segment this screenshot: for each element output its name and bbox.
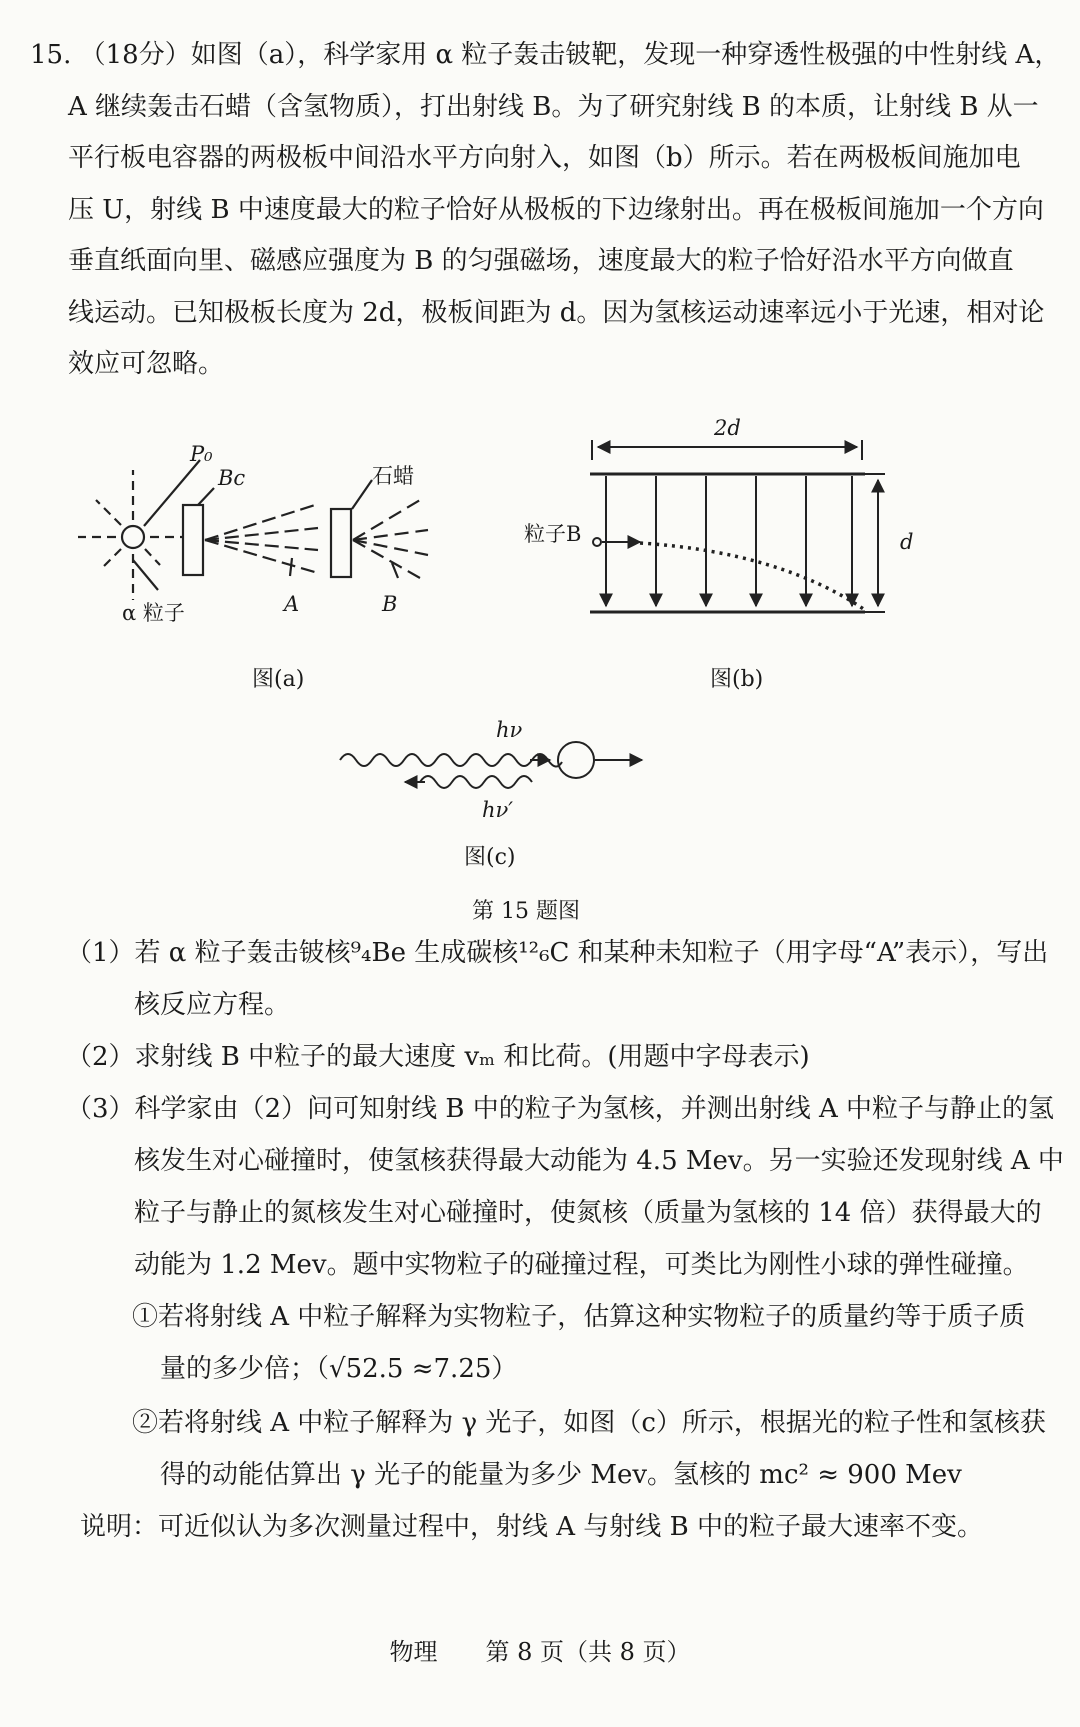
intro-line: 15. （18分）如图（a），科学家用 α 粒子轰击铍靶，发现一种穿透性极强的中性射线 A， — [30, 40, 1061, 70]
q3-sub2-line: ②若将射线 A 中粒子解释为 γ 光子，如图（c）所示，根据光的粒子性和氢核获 — [132, 1408, 1046, 1438]
label-alpha-particle: α 粒子 — [122, 601, 185, 625]
label-bc: Bc — [218, 466, 246, 490]
label-ray-b: B — [382, 592, 398, 616]
label-hv-prime: hν′ — [482, 798, 514, 822]
caption-figure-a: 图(a) — [252, 667, 305, 692]
q3-sub1-line: 量的多少倍；（√52.5 ≈7.25） — [160, 1354, 518, 1384]
label-d: d — [900, 530, 914, 554]
intro-line: 垂直纸面向里、磁感应强度为 B 的匀强磁场，速度最大的粒子恰好沿水平方向做直 — [68, 246, 1014, 276]
incoming-photon-wave — [340, 754, 562, 767]
label-ray-a: A — [284, 592, 300, 616]
intro-line: A 继续轰击石蜡（含氢物质），打出射线 B。为了研究射线 B 的本质，让射线 B 从一 — [68, 91, 1039, 122]
label-2d: 2d — [714, 416, 741, 440]
hydrogen-nucleus-icon — [558, 742, 594, 778]
label-hv: hν — [496, 718, 523, 742]
page-footer: 物理 第 8 页（共 8 页） — [389, 1638, 691, 1666]
label-particle-b: 粒子B — [524, 522, 582, 546]
q3-line: 核发生对心碰撞时，使氢核获得最大动能为 4.5 Mev。另一实验还发现射线 A 中 — [134, 1146, 1064, 1176]
intro-line: 效应可忽略。 — [68, 349, 225, 379]
q1-line: （1）若 α 粒子轰击铍核⁹₄Be 生成碳核¹²₆C 和某种未知粒子（用字母“A”表示），写出 — [66, 938, 1049, 968]
q2-line: （2）求射线 B 中粒子的最大速度 vₘ 和比荷。(用题中字母表示) — [66, 1042, 810, 1072]
intro-line: 平行板电容器的两极板中间沿水平方向射入，如图（b）所示。若在两极板间施加电 — [68, 143, 1021, 173]
intro-line: 线运动。已知极板长度为 2d，极板间距为 d。因为氢核运动速率远小于光速，相对论 — [68, 297, 1045, 328]
q3-line: 粒子与静止的氮核发生对心碰撞时，使氮核（质量为氢核的 14 倍）获得最大的 — [134, 1198, 1042, 1228]
scattered-photon-wave — [420, 776, 532, 788]
intro-line: 压 U，射线 B 中速度最大的粒子恰好从极板的下边缘射出。再在极板间施加一个方向 — [68, 194, 1044, 225]
caption-figure-c: 图(c) — [464, 845, 516, 870]
label-paraffin: 石蜡 — [372, 464, 414, 488]
caption-figure-b: 图(b) — [710, 667, 764, 692]
q3-sub1-line: ①若将射线 A 中粒子解释为实物粒子，估算这种实物粒子的质量约等于质子质 — [132, 1302, 1026, 1332]
q3-line: 动能为 1.2 Mev。题中实物粒子的碰撞过程，可类比为刚性小球的弹性碰撞。 — [134, 1250, 1029, 1280]
label-p0: P₀ — [190, 442, 213, 466]
q3-line: （3）科学家由（2）问可知射线 B 中的粒子为氢核，并测出射线 A 中粒子与静止的氢 — [66, 1094, 1055, 1124]
q3-sub2-line: 得的动能估算出 γ 光子的能量为多少 Mev。氢核的 mc² ≈ 900 Mev — [160, 1460, 962, 1490]
figure-title: 第 15 题图 — [472, 899, 580, 924]
note: 说明：可近似认为多次测量过程中，射线 A 与射线 B 中的粒子最大速率不变。 — [80, 1512, 983, 1542]
q1-line: 核反应方程。 — [134, 990, 291, 1020]
